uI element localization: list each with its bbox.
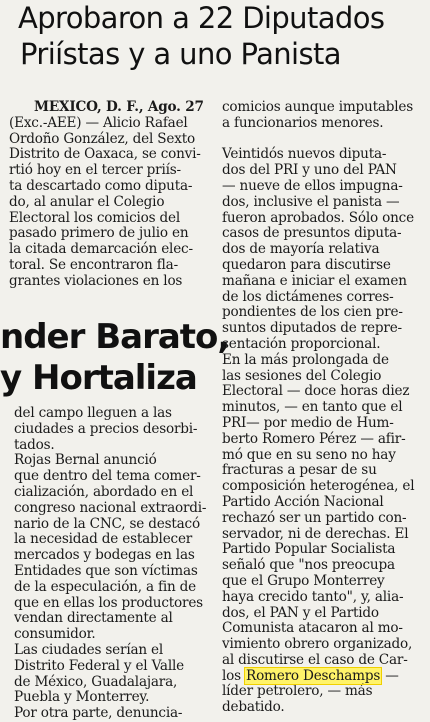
text-line: señaló que "nos preocupa	[222, 557, 395, 574]
article-headline	[18, 0, 384, 72]
text-line: a funcionarios menores.	[222, 114, 384, 131]
text-line: de la especulación, a fin de	[14, 578, 196, 595]
text-line: al discutirse el caso de Car-	[222, 651, 408, 668]
text-line: Por otra parte, denuncia-	[14, 705, 183, 722]
text-line: grantes violaciones en los	[9, 272, 183, 289]
text-line: la necesidad de establecer	[14, 531, 193, 548]
text-line: En la más prolongada de	[222, 351, 389, 368]
text-line: mercados y bodegas en las	[14, 547, 195, 564]
text-line: fueron aprobados. Sólo once	[222, 209, 414, 226]
text-line: PRI— por medio de Hum-	[222, 414, 394, 431]
highlight-suffix: —	[381, 667, 399, 684]
text-line: Comunista atacaron al mo-	[222, 620, 403, 637]
left-column-bottom	[14, 406, 206, 722]
text-line: cialización, abordado en el	[14, 483, 194, 500]
text-line: Partido Acción Nacional	[222, 493, 384, 510]
text-line: berto Romero Pérez — afir-	[222, 430, 406, 447]
text-line: Distrito de Oaxaca, se convi-	[9, 146, 201, 163]
text-line: Ordoño González, del Sexto	[9, 130, 195, 147]
text-line: servador, ni de derechas. El	[222, 525, 409, 542]
text-line: debatido.	[222, 699, 285, 716]
right-body-1	[222, 100, 414, 669]
text-line	[222, 132, 414, 148]
text-line: pasado primero de julio en	[9, 225, 189, 242]
left-bottom-body	[14, 406, 206, 722]
text-line: Veintidós nuevos diputa-	[222, 146, 387, 163]
text-line: que dentro del tema comer-	[14, 468, 201, 485]
text-line: haya crecido tanto", y, alia-	[222, 588, 404, 605]
text-line: nario de la CNC, se destacó	[14, 515, 200, 532]
text-line: Las ciudades serían el	[14, 641, 164, 658]
text-line: Partido Popular Socialista	[222, 541, 396, 558]
highlighted-name[interactable]: Romero Deschamps	[246, 667, 381, 684]
dateline: MEXICO, D. F., Ago. 27	[34, 99, 204, 115]
text-line: sentación proporcional.	[222, 335, 381, 352]
text-line: las sesiones del Colegio	[222, 367, 382, 384]
text-line: comicios aunque imputables	[222, 99, 414, 115]
text-line: dos, inclusive el panista —	[222, 193, 400, 210]
text-line: rechazó ser un partido con-	[222, 509, 407, 526]
text-line: ta descartado como diputa-	[9, 177, 193, 194]
headline-line-1: Aprobaron a 22 Diputados	[18, 1, 385, 35]
text-line: quedaron para discutirse	[222, 256, 391, 273]
text-line: rtió hoy en el tercer priís-	[9, 162, 181, 179]
text-line: ciudades a precios desorbi-	[14, 420, 198, 437]
text-line: de México, Guadalajara,	[14, 673, 178, 690]
text-line: tados.	[14, 436, 55, 453]
text-line: Electoral — doce horas diez	[222, 383, 410, 400]
text-line: Distrito Federal y el Valle	[14, 657, 184, 674]
text-line: Rojas Bernal anunció	[14, 452, 157, 469]
highlight-prefix: los	[222, 667, 246, 684]
right-body-2	[222, 684, 414, 716]
text-line: vendan directamente al	[14, 610, 173, 627]
text-line: líder petrolero, — más	[222, 683, 373, 700]
left-column-top	[9, 100, 204, 290]
partial-headline-line-1: nder Barato,	[0, 317, 230, 357]
text-line: la citada demarcación elec-	[9, 241, 193, 258]
text-line: vimiento obrero organizado,	[222, 636, 413, 653]
right-column	[222, 100, 414, 716]
text-line: que en ellas los productores	[14, 594, 203, 611]
text-line: dos del PRI y uno del PAN	[222, 162, 397, 179]
text-line: — nueve de ellos impugna-	[222, 177, 403, 194]
text-line: do, al anular el Colegio	[9, 193, 165, 210]
text-line: pondientes de los cien pre-	[222, 304, 403, 321]
highlight-line	[222, 669, 414, 685]
text-line: del campo lleguen a las	[14, 405, 172, 421]
text-line: composición heterogénea, el	[222, 478, 415, 495]
text-line: consumidor.	[14, 626, 96, 643]
partial-headline-line-2: y Hortaliza	[0, 358, 197, 398]
text-line: dos, el PAN y el Partido	[222, 604, 379, 621]
text-line: dos de mayoría relativa	[222, 241, 380, 258]
text-line: mañana e iniciar el examen	[222, 272, 407, 289]
text-line: Entidades que son víctimas	[14, 562, 198, 579]
left-top-body	[9, 116, 204, 290]
text-line: (Exc.-AEE) — Alicio Rafael	[9, 114, 188, 131]
text-line: toral. Se encontraron fla-	[9, 256, 178, 273]
text-line: mó que en su seno no hay	[222, 446, 396, 463]
text-line: casos de presuntos diputa-	[222, 225, 402, 242]
text-line: Electoral los comicios del	[9, 209, 181, 226]
text-line: fracturas a pesar de su	[222, 462, 377, 479]
text-line: de los dictámenes corres-	[222, 288, 394, 305]
text-line: congreso nacional extraordi-	[14, 499, 207, 516]
headline-line-2: Priístas y a uno Panista	[20, 37, 341, 71]
text-line: suntos diputados de repre-	[222, 320, 402, 337]
text-line: que el Grupo Monterrey	[222, 572, 385, 589]
text-line: Puebla y Monterrey.	[14, 689, 150, 706]
text-line: minutos, — en tanto que el	[222, 399, 403, 416]
